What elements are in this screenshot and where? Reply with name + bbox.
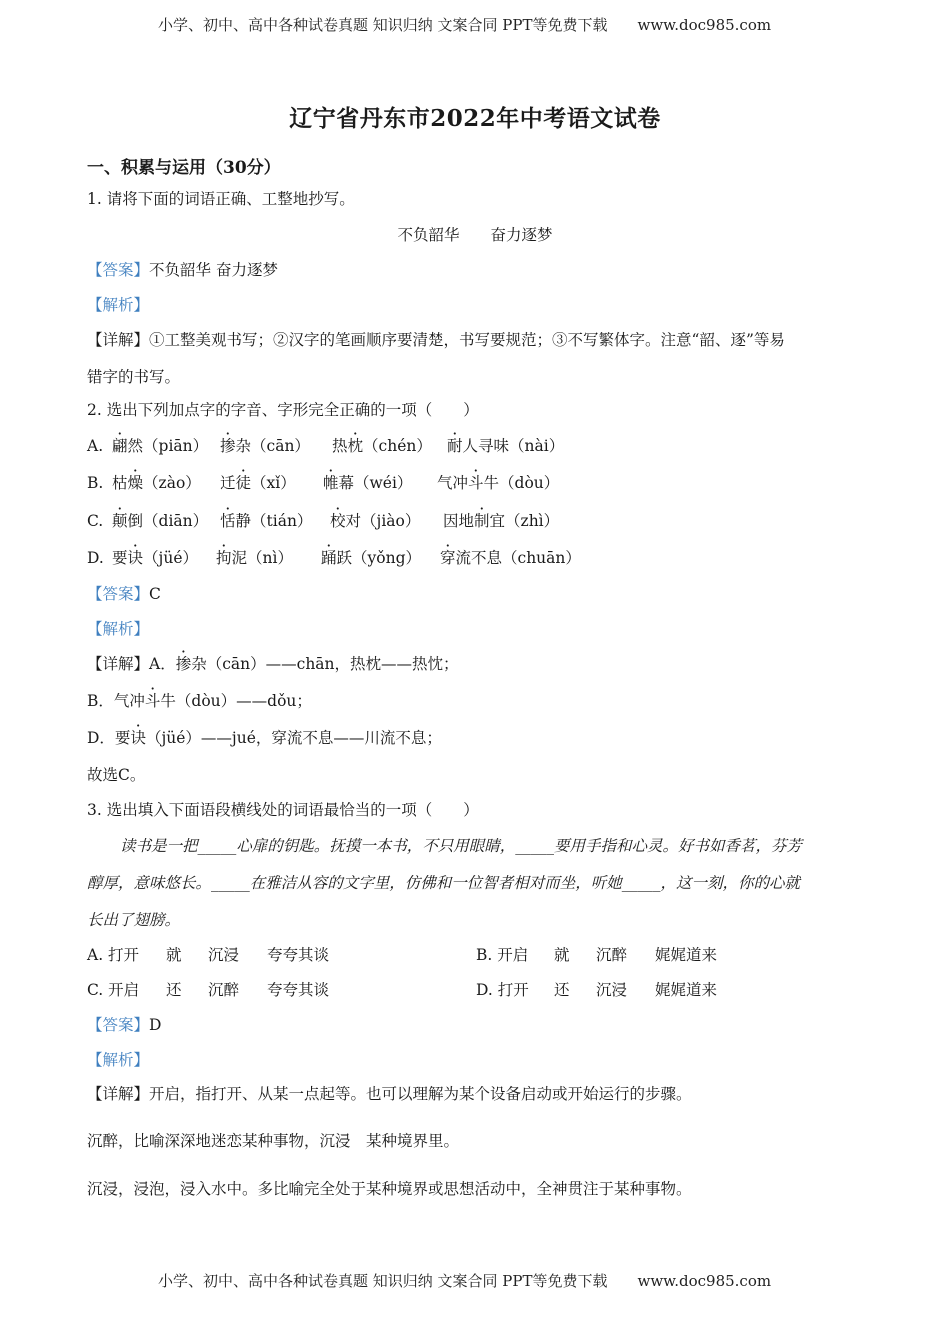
question-3-passage-line-3: 长出了翅膀。 bbox=[87, 911, 181, 929]
option-a-word-3: 热枕（chén） bbox=[332, 437, 432, 455]
detail-tag: 【详解】 bbox=[87, 1085, 150, 1103]
question-3-detail-3: 沉浸，浸泡，浸入水中。多比喻完全处于某种境界或思想活动中，全神贯注于某种事物。 bbox=[87, 1180, 692, 1198]
page-header: 小学、初中、高中各种试卷真题 知识归纳 文案合同 PPT等免费下载 www.doc985.com bbox=[158, 16, 772, 34]
option-b-word-1: 枯燥（zào） bbox=[112, 474, 201, 492]
detail-tag: 【详解】 bbox=[87, 655, 150, 673]
question-2-detail-d: D．要诀（jüé）——jué，穿流不息——川流不息； bbox=[87, 729, 442, 747]
answer-tag: 【答案】 bbox=[87, 1016, 150, 1034]
analysis-tag: 【解析】 bbox=[87, 1051, 150, 1069]
detail-text: ①工整美观书写；②汉字的笔画顺序要清楚，书写要规范；③不写繁体字。注意“韶、逐”等易 bbox=[149, 331, 785, 349]
option-b-word-3: 帷幕（wéi） bbox=[323, 474, 413, 492]
question-3-detail-2: 沉醉，比喻深深地迷恋某种事物，沉浸 某种境界里。 bbox=[87, 1132, 460, 1150]
question-1-answer bbox=[87, 261, 278, 280]
question-1-detail-cont: 错字的书写。 bbox=[87, 368, 181, 386]
option-d-word-4: 穿流不息（chuān） bbox=[440, 549, 581, 567]
question-2-detail-a: 【详解】A．掺杂（cān）——chān，热枕——热忱； bbox=[87, 655, 459, 673]
question-3-passage-line-2: 醇厚，意味悠长。_____在雅洁从容的文字里，仿佛和一位智者相对而坐，听她_____，这一刻，你的心就 bbox=[87, 874, 801, 892]
question-2-conclusion: 故选C。 bbox=[87, 766, 146, 784]
question-2-option-c-label: C. bbox=[87, 512, 104, 530]
question-3-stem: 3. 选出填入下面语段横线处的词语最恰当的一项（ ） bbox=[87, 801, 479, 819]
answer-tag: 【答案】 bbox=[87, 585, 150, 603]
analysis-tag: 【解析】 bbox=[87, 296, 150, 314]
option-a-word-1: 翩然（piān） bbox=[112, 437, 209, 455]
detail-tag: 【详解】 bbox=[87, 331, 150, 349]
option-d-word-1: 要诀（jüé） bbox=[112, 549, 198, 567]
analysis-tag: 【解析】 bbox=[87, 620, 150, 638]
question-3-answer bbox=[87, 1016, 161, 1035]
page-footer: 小学、初中、高中各种试卷真题 知识归纳 文案合同 PPT等免费下载 www.doc985.com bbox=[158, 1272, 772, 1290]
option-d-word-3: 踊跃（yǒng） bbox=[321, 549, 422, 567]
question-2-answer bbox=[87, 585, 161, 604]
question-3-detail-1: 【详解】开启，指打开、从某一点起等。也可以理解为某个设备启动或开始运行的步骤。 bbox=[87, 1085, 692, 1103]
option-c-word-4: 因地制宜（zhì） bbox=[443, 512, 560, 530]
option-c-word-3: 校对（jiào） bbox=[330, 512, 421, 530]
answer-text: 不负韶华 奋力逐梦 bbox=[149, 261, 278, 279]
answer-text: C bbox=[149, 585, 161, 603]
option-b-word-4: 气冲斗牛（dòu） bbox=[437, 474, 560, 492]
option-c-word-2: 恬静（tián） bbox=[220, 512, 313, 530]
question-2-detail-b: B．气冲斗牛（dòu）——dǒu； bbox=[87, 692, 312, 710]
question-1-words: 不负韶华 奋力逐梦 bbox=[397, 226, 553, 244]
section-heading: 一、积累与运用（30分） bbox=[87, 158, 281, 178]
question-2-option-d-label: D. bbox=[87, 549, 104, 567]
question-1-stem: 1. 请将下面的词语正确、工整地抄写。 bbox=[87, 190, 355, 208]
answer-text: D bbox=[149, 1016, 162, 1034]
question-3-passage-line-1: 读书是一把_____心扉的钥匙。抚摸一本书，不只用眼睛，_____要用手指和心灵。好书如香茗，芬芳 bbox=[120, 837, 803, 855]
option-b-word-2: 迁徒（xǐ） bbox=[220, 474, 296, 492]
answer-tag: 【答案】 bbox=[87, 261, 150, 279]
option-a-word-4: 耐人寻味（nài） bbox=[447, 437, 565, 455]
question-1-detail bbox=[87, 331, 785, 350]
question-2-option-b-label: B. bbox=[87, 474, 104, 492]
option-a-word-2: 掺杂（cān） bbox=[220, 437, 310, 455]
question-2-option-a-label: A. bbox=[87, 437, 104, 455]
question-2-stem: 2. 选出下列加点字的字音、字形完全正确的一项（ ） bbox=[87, 401, 479, 419]
document-title: 辽宁省丹东市2022年中考语文试卷 bbox=[289, 105, 661, 132]
option-d-word-2: 拘泥（nì） bbox=[216, 549, 293, 567]
option-c-word-1: 颠倒（diān） bbox=[112, 512, 209, 530]
